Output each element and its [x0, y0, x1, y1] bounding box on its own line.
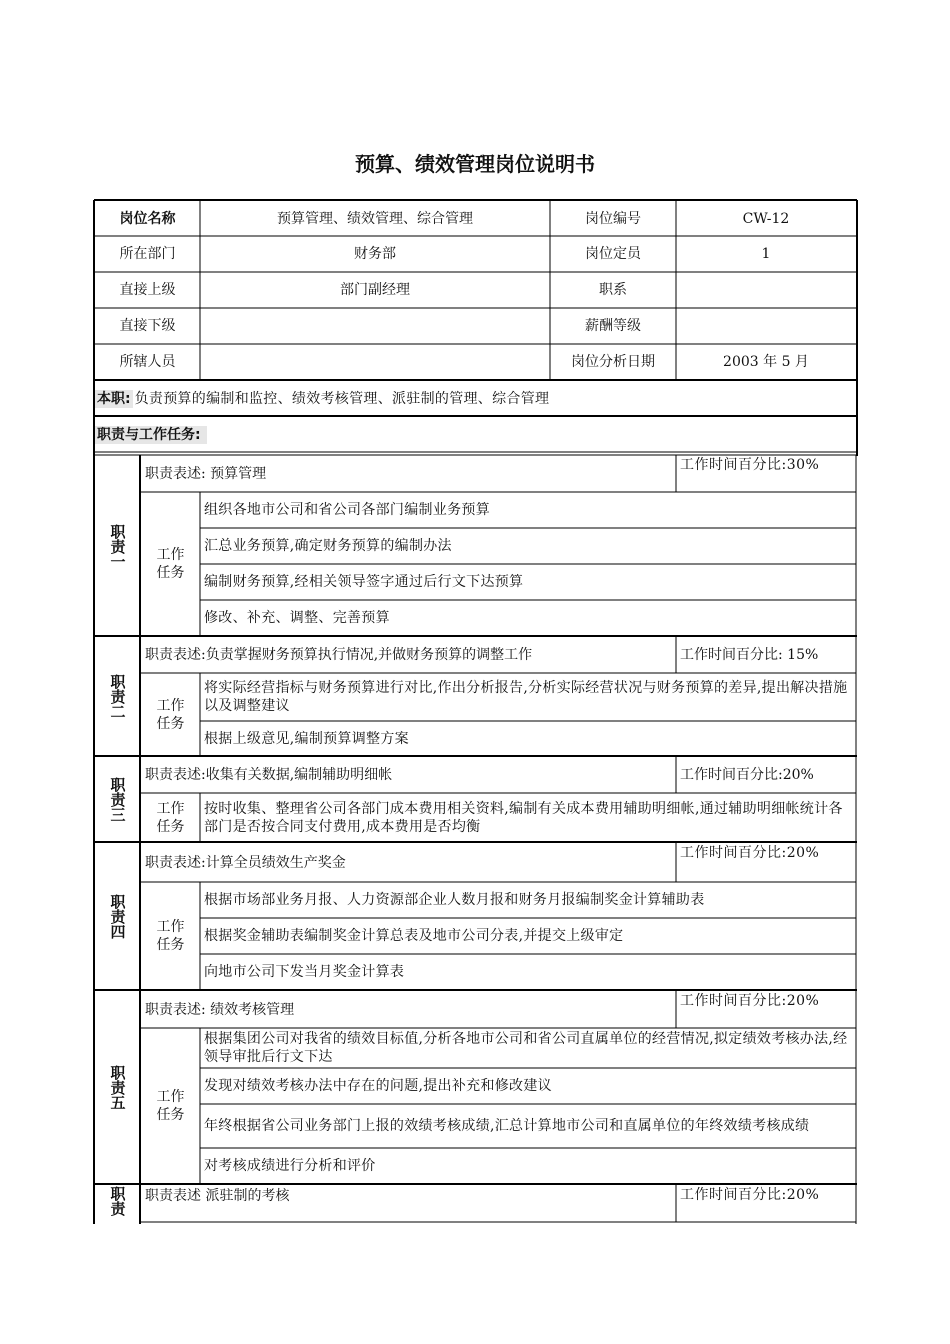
subordinate-value: [200, 308, 550, 344]
group-2-task-2: 根据上级意见,编制预算调整方案: [204, 730, 409, 747]
analysis-date-value: 2003 年 5 月: [723, 354, 809, 370]
post-code-value: CW-12: [742, 210, 790, 227]
group-5-task-2: 发现对绩效考核办法中存在的问题,提出补充和修改建议: [204, 1078, 552, 1094]
group-4-task-1: 根据市场部业务月报、人力资源部企业人数月报和财务月报编制奖金计算辅助表: [204, 892, 705, 908]
salary-value: [676, 308, 856, 344]
group-label-4: 职责四: [108, 894, 127, 939]
subordinate-label: 直接下级: [119, 318, 176, 334]
post-name-label: 岗位名称: [119, 210, 176, 227]
staff-label: 所辖人员: [119, 354, 176, 370]
page-title: 预算、绩效管理岗位说明书: [355, 152, 595, 176]
post-code-label: 岗位编号: [585, 210, 641, 227]
group-1-desc: 职责表述: 预算管理: [145, 465, 267, 482]
group-5-task-3: 年终根据省公司业务部门上报的效绩考核成绩,汇总计算地市公司和直属单位的年终效绩考核成绩: [204, 1118, 810, 1134]
duty-text: 负责预算的编制和监控、绩效考核管理、派驻制的管理、综合管理: [134, 390, 550, 407]
group-4-pct: 工作时间百分比:20%: [680, 845, 820, 861]
dept-value: 财务部: [354, 246, 396, 262]
duty-label: 本职:: [97, 390, 131, 407]
group-2-desc: 职责表述:负责掌握财务预算执行情况,并做财务预算的调整工作: [145, 647, 533, 663]
responsibilities-header-row: [95, 417, 855, 452]
job-family-value: [676, 272, 856, 308]
duty-row: [95, 381, 855, 416]
group-1-task-3: 编制财务预算,经相关领导签字通过后行文下达预算: [204, 574, 524, 590]
staffing-label: 岗位定员: [585, 246, 641, 262]
group-3-task-label: 工作任务: [156, 800, 185, 835]
analysis-date-label: 岗位分析日期: [571, 354, 655, 370]
group-4-task-3: 向地市公司下发当月奖金计算表: [204, 964, 405, 980]
group-6-pct: 工作时间百分比:20%: [680, 1187, 820, 1203]
group-4-task-2: 根据奖金辅助表编制奖金计算总表及地市公司分表,并提交上级审定: [204, 928, 624, 944]
group-1-task-1: 组织各地市公司和省公司各部门编制业务预算: [204, 502, 490, 518]
group-label-3: 职责三: [108, 777, 127, 822]
group-2-task-label: 工作任务: [156, 697, 185, 732]
group-1-task-2: 汇总业务预算,确定财务预算的编制办法: [204, 538, 452, 554]
superior-label: 直接上级: [119, 282, 176, 298]
staff-value: [200, 344, 550, 380]
post-name-value: 预算管理、绩效管理、综合管理: [277, 210, 473, 227]
staffing-value: 1: [761, 246, 771, 262]
group-5-pct: 工作时间百分比:20%: [680, 993, 820, 1009]
group-5-task-1: 根据集团公司对我省的绩效目标值,分析各地市公司和省公司直属单位的经营情况,拟定绩效考核办法,经领导审批后行文下达: [204, 1031, 848, 1065]
group-label-5: 职责五: [108, 1065, 127, 1110]
group-3-desc: 职责表述:收集有关数据,编制辅助明细帐: [145, 767, 393, 783]
group-5-desc: 职责表述: 绩效考核管理: [145, 1001, 295, 1018]
group-1-task-label: 工作任务: [156, 547, 185, 581]
group-label-2: 职责二: [108, 674, 127, 719]
group-6-desc: 职责表述 派驻制的考核: [145, 1188, 290, 1204]
group-label-1: 职责一: [108, 523, 127, 569]
group-4-task-label: 工作任务: [156, 919, 185, 953]
group-5-task-label: 工作任务: [156, 1089, 185, 1123]
group-2-pct: 工作时间百分比: 15%: [680, 647, 819, 663]
responsibilities-header: 职责与工作任务:: [95, 426, 207, 444]
dept-label: 所在部门: [119, 246, 176, 262]
group-5-task-4: 对考核成绩进行分析和评价: [204, 1158, 376, 1174]
group-3-pct: 工作时间百分比:20%: [680, 767, 814, 783]
job-family-label: 职系: [599, 282, 627, 298]
superior-value: 部门副经理: [340, 282, 410, 298]
group-2-task-1: 将实际经营指标与财务预算进行对比,作出分析报告,分析实际经营状况与财务预算的差异,提出解决措施以及调整建议: [204, 680, 848, 714]
group-1-pct: 工作时间百分比:30%: [680, 457, 820, 473]
group-4-desc: 职责表述:计算全员绩效生产奖金: [145, 854, 346, 871]
salary-label: 薪酬等级: [585, 318, 641, 334]
group-3-task-1: 按时收集、整理省公司各部门成本费用相关资料,编制有关成本费用辅助明细帐,通过辅助明细帐统计各部门是否按合同支付费用,成本费用是否均衡: [204, 800, 843, 835]
group-label-6: 职责: [108, 1186, 127, 1216]
group-1-task-4: 修改、补充、调整、完善预算: [204, 610, 390, 626]
